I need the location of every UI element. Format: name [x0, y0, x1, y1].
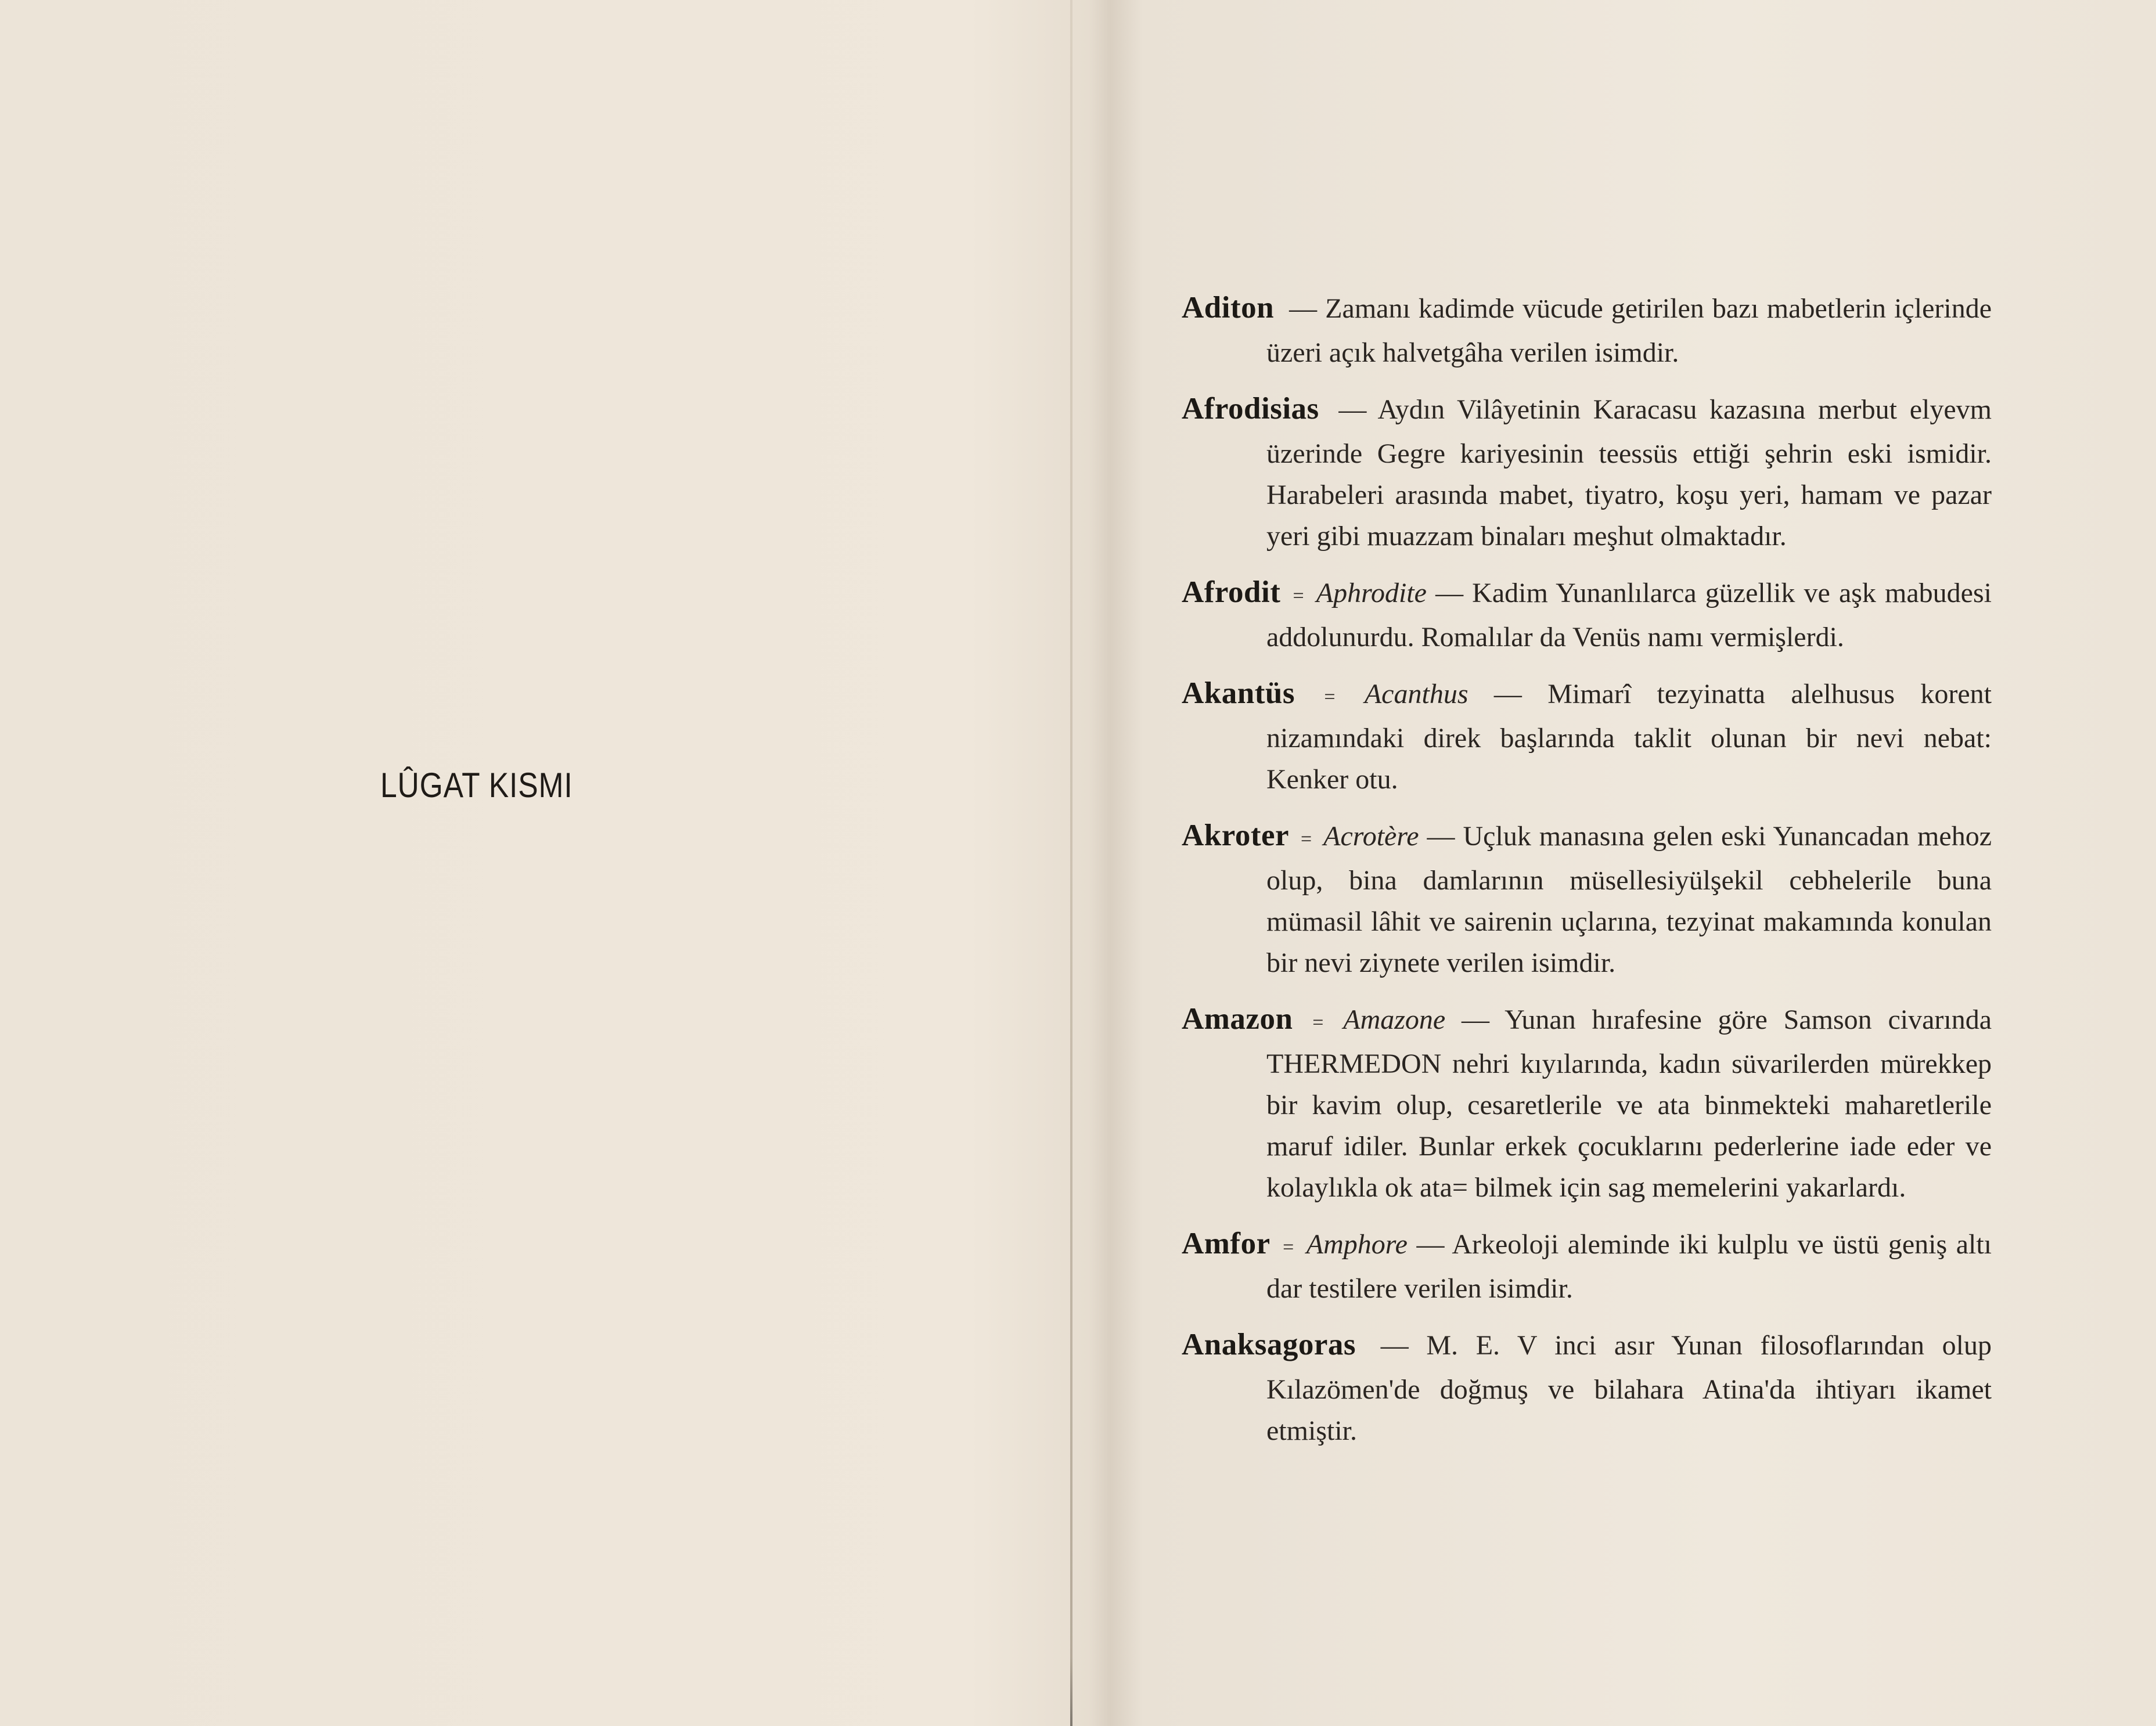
- entry-definition: Zamanı kadimde vücude getirilen bazı mabetlerin içlerinde üzeri açık halvetgâha verilen isimdir.: [1266, 293, 1992, 368]
- entry-equals: =: [1283, 1237, 1294, 1258]
- entry-term: Amazon: [1182, 1002, 1293, 1036]
- entry-term: Akantüs: [1182, 676, 1295, 710]
- entry-latin-term: Amazone: [1343, 1004, 1446, 1035]
- entry-term: Afrodisias: [1182, 392, 1319, 426]
- entry-dash: —: [1416, 1229, 1445, 1260]
- entry-latin-term: Aphrodite: [1316, 578, 1427, 608]
- entry-term: Afrodit: [1182, 575, 1281, 609]
- entry-definition: Kadim Yunanlılarca güzellik ve aşk mabudesi addolunurdu. Romalılar da Venüs namı vermişlerdi.: [1266, 578, 1992, 653]
- section-title: LÛGAT KISMI: [380, 766, 573, 805]
- entry-definition: Arkeoloji aleminde iki kulplu ve üstü geniş altı dar testilere verilen isimdir.: [1266, 1229, 1992, 1304]
- entry-latin-term: Acanthus: [1364, 679, 1468, 709]
- entry-dash: —: [1462, 1004, 1490, 1035]
- entry-term: Amfor: [1182, 1227, 1270, 1260]
- glossary-entry: [1182, 572, 1992, 658]
- entry-latin-term: Amphore: [1306, 1229, 1408, 1260]
- entry-term: Akroter: [1182, 819, 1290, 852]
- entry-dash: —: [1493, 679, 1522, 709]
- glossary-entry: [1182, 1324, 1992, 1451]
- right-page: [1080, 0, 2156, 1726]
- entry-equals: [1331, 402, 1338, 423]
- book-gutter: [1070, 0, 1072, 1726]
- entry-definition: Mimarî tezyinatta alelhusus korent nizamındaki direk başlarında taklit olunan bir nevi nebat: Kenker otu.: [1266, 679, 1992, 795]
- entry-dash: —: [1338, 394, 1367, 425]
- glossary-entry: [1182, 388, 1992, 557]
- entry-term: Anaksagoras: [1182, 1328, 1356, 1361]
- entry-equals: =: [1301, 828, 1312, 850]
- entry-definition: Uçluk manasına gelen eski Yunancadan mehoz olup, bina damlarının müsellesiyülşekil cebhelerile buna mümasil lâhit ve sairenin uçlarına, tezyinat makamında konulan bir nevi ziynete verilen isimdir.: [1266, 821, 1992, 978]
- entry-latin-term: Acrotère: [1323, 821, 1419, 852]
- glossary-entry: [1182, 287, 1992, 373]
- entry-dash: —: [1435, 578, 1464, 608]
- left-page: [0, 0, 1072, 1726]
- entry-dash: —: [1427, 821, 1455, 852]
- entry-equals: =: [1293, 585, 1304, 607]
- entry-dash: —: [1289, 293, 1318, 324]
- entry-definition: Aydın Vilâyetinin Karacasu kazasına merbut elyevm üzerinde Gegre kariyesinin teessüs ettiği şehrin eski ismidir. Harabeleri arasında mabet, tiyatro, koşu yeri, hamam ve pazar yeri gibi muazzam binaları meşhut olmaktadır.: [1266, 394, 1992, 552]
- entry-equals: [1282, 301, 1289, 322]
- glossary-entry: [1182, 999, 1992, 1208]
- entry-equals: =: [1324, 686, 1336, 708]
- glossary-entry: [1182, 815, 1992, 983]
- entry-definition: M. E. V inci asır Yunan filosoflarından olup Kılazömen'de doğmuş ve bilahara Atina'da ihtiyarı ikamet etmiştir.: [1266, 1330, 1992, 1446]
- glossary-entry: [1182, 1223, 1992, 1309]
- entry-dash: —: [1380, 1330, 1409, 1361]
- entry-equals: [1374, 1338, 1381, 1359]
- entry-definition: Yunan hırafesine göre Samson civarında THERMEDON nehri kıyılarında, kadın süvarilerden mürekkep bir kavim olup, cesaretlerile ve ata binmekteki maharetlerile maruf idiler. Bunlar erkek çocuklarını pederlerine iade eder ve kolaylıkla ok ata= bilmek için sag memelerini yakarlardı.: [1266, 1004, 1992, 1203]
- entry-term: Aditon: [1182, 291, 1275, 325]
- glossary-entries: [1182, 287, 1992, 1466]
- entry-equals: =: [1312, 1012, 1324, 1033]
- glossary-entry: [1182, 673, 1992, 800]
